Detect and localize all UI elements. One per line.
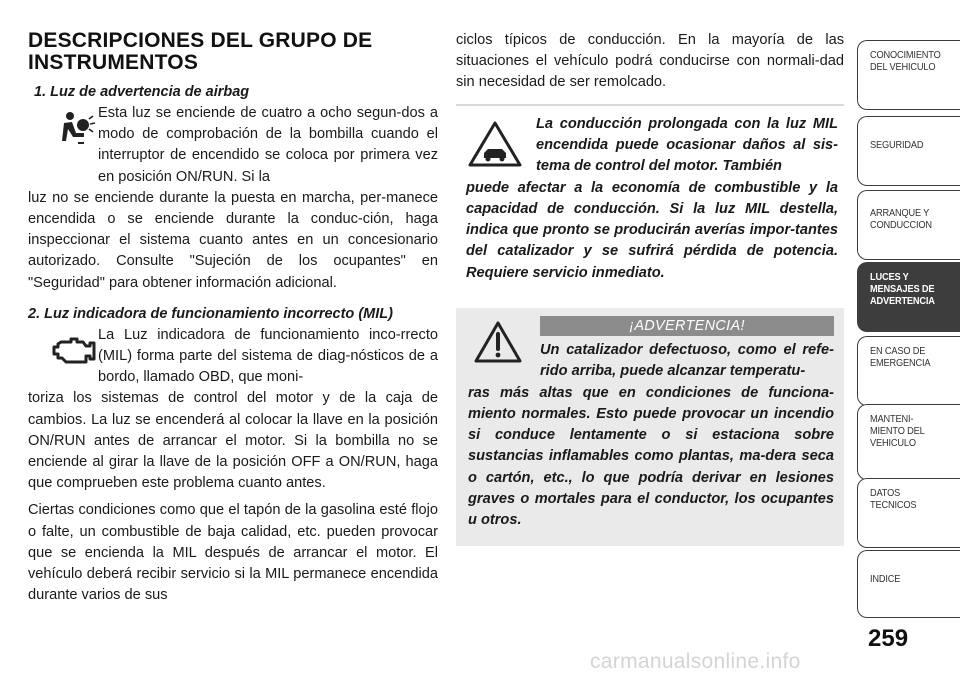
section-title-line2: INSTRUMENTOS [28,51,199,74]
left-column [28,30,438,606]
mil-heading: 2. Luz indicadora de funcionamiento incorrecto (MIL) [28,305,393,322]
tab-emergencia[interactable] [857,336,960,406]
tab-seguridad[interactable] [857,116,960,186]
tab-label: LUCES Y MENSAJES DE ADVERTENCIA [870,271,935,307]
tab-label: SEGURIDAD [870,139,924,151]
tab-luces-active[interactable] [857,262,960,332]
airbag-warning-icon [58,111,98,149]
warning-intro: Un catalizador defectuoso, como el refe-rido arriba, puede alcanzar temperatu- [540,341,834,380]
airbag-heading: 1. Luz de advertencia de airbag [34,84,250,100]
airbag-intro: Esta luz se enciende de cuatro a ocho segun-dos a modo de comprobación de la bombilla cuando el interruptor de encendido se coloca por primera vez en posición ON/RUN. Si la [98,105,438,185]
tab-label: EN CASO DE EMERGENCIA [870,345,931,369]
tab-mantenimiento[interactable] [857,404,960,480]
caution-triangle-car-icon [468,120,522,168]
tab-label: DATOS TECNICOS [870,487,917,511]
tab-indice[interactable] [857,550,960,618]
caution-intro: La conducción prolongada con la luz MIL encendida puede ocasionar daños al sis-tema de control del motor. También [536,115,838,175]
section-title [28,30,438,74]
mil-body: toriza los sistemas de control del motor y de la caja de cambios. La luz se encenderá al colocar la llave en la posición ON/RUN antes de arrancar el motor. Si la bombilla no se enciende al girar la llave de la posición OFF a ON/RUN, haga que comprueben este problema cuanto antes. [28,390,438,492]
right-column [456,30,844,546]
airbag-block [28,103,438,188]
mil-block [28,325,438,389]
page-number: 259 [868,625,909,652]
check-engine-icon [52,337,96,367]
mil-continuation: ciclos típicos de conducción. En la mayoría de las situaciones el vehículo podrá conducirse con normali-dad sin necesidad de ser remolcado. [456,32,844,91]
tab-datos[interactable] [857,478,960,548]
watermark: carmanualsonline.info [590,650,801,673]
airbag-body: luz no se enciende durante la puesta en marcha, per-manece encendida o se enciende durante la conduc-ción, haga inspeccionar el sistema cuanto antes en un concesionario autorizado. Consulte "Sujeción de los ocupantes" en "Seguridad" para obtener información adicional. [28,189,438,291]
mil-intro: La Luz indicadora de funcionamiento inco-rrecto (MIL) forma parte del sistema de diag-nósticos de a bordo, llamado OBD, que moni- [98,326,438,386]
mil-paragraph-2: Ciertas condiciones como que el tapón de la gasolina esté flojo o falte, un combustible de baja calidad, etc. pueden provocar que se encienda la MIL después de arrancar el motor. El vehículo deberá recibir servicio si la MIL permanece encendida durante varios de sus [28,502,438,604]
caution-body: puede afectar a la economía de combustible y la capacidad de conducción. Si la luz MIL destella, indica que pronto se producirán averías impor-tantes del catalizador y se sufrirá pérdida de potencia. Requiere servicio inmediato. [466,179,838,281]
warning-label: ¡ADVERTENCIA! [540,316,834,336]
tab-arranque[interactable] [857,190,960,260]
warning-exclamation-icon [474,320,522,364]
tab-conocimiento[interactable] [857,40,960,110]
warning-body: ras más altas que en condiciones de funciona-miento normales. Esto puede provocar un incendio si conduce lentamente o si estaciona sobre sustancias inflamables como plantas, ma-dera seca o cartón, etc., lo que podría derivar en lesiones graves o mortales para el conductor, los ocupantes u otros. [468,384,834,529]
tab-label: INDICE [870,573,901,585]
tab-label: CONOCIMIENTO DEL VEHICULO [870,49,941,73]
warning-box [456,308,844,546]
section-title-line1: DESCRIPCIONES DEL GRUPO DE [28,29,373,52]
chapter-tabs [857,0,960,640]
tab-label: ARRANQUE Y CONDUCCION [870,207,932,231]
tab-label: MANTENI- MIENTO DEL VEHICULO [870,413,925,449]
caution-box [456,104,844,292]
